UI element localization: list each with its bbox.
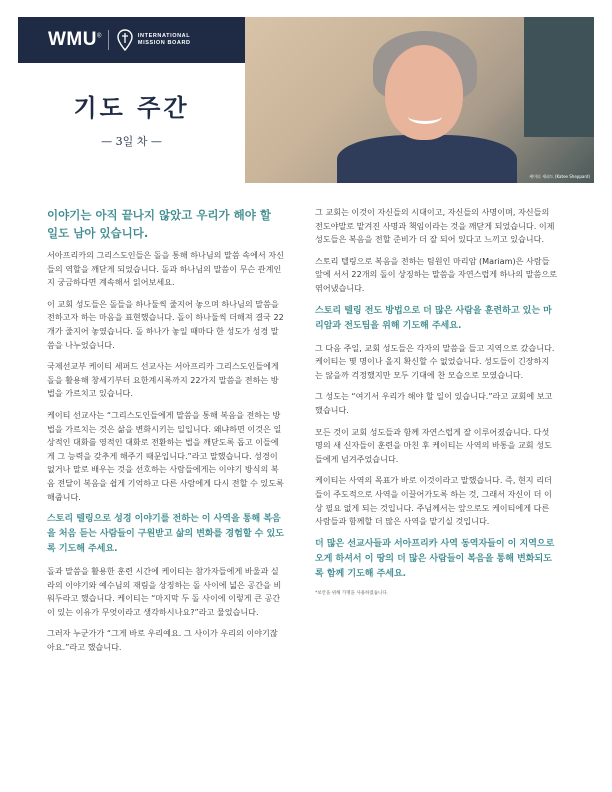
- body-paragraph: 그 교회는 이것이 자신들의 시대이고, 자신들의 사명이며, 자신들의 전도야말로 맡겨진 사명과 책임이라는 것을 깨닫게 되었습니다. 이제 성도들은 복음을 전할 준비가 더 잘 되어 있다고 느끼고 있습니다.: [315, 207, 555, 245]
- logo-divider: [108, 30, 109, 50]
- prayer-request: 스토리 텔링 전도 방법으로 더 많은 사람을 훈련하고 있는 마리암과 전도팀을 위해 기도해 주세요.: [315, 305, 552, 331]
- body-paragraph: 스토리 텔링으로 복음을 전하는 팀원인 마리암 (Mariam)은 사람들 앞에 서서 22개의 돌이 상징하는 말씀을 자연스럽게 하나의 말씀으로 엮어냈습니다.: [315, 255, 557, 293]
- body-paragraph: 그 다음 주일, 교회 성도들은 각자의 말씀을 들고 지역으로 갔습니다. 케이티는 몇 명이나 올지 확신할 수 없었습니다. 성도들이 긴장하지는 않을까 걱정했지만 모두 기대에 찬 모습으로 모였습니다.: [315, 342, 555, 380]
- photo-smile: [408, 109, 442, 124]
- imb-wordmark: INTERNATIONAL MISSION BOARD: [137, 33, 191, 46]
- footnote: *보안을 위해 가명을 사용하였습니다.: [315, 590, 389, 596]
- body-paragraph: 국제선교부 케이티 세퍼드 선교사는 서아프리카 그리스도인들에게 돌을 활용해 창세기부터 요한계시록까지 22가지 말씀을 전하는 방법을 가르치고 있습니다.: [47, 361, 279, 399]
- body-paragraph: 모든 것이 교회 성도들과 함께 자연스럽게 잘 이루어졌습니다. 다섯 명의 새 신자들이 훈련을 마친 후 케이티는 사역의 바통을 교회 성도들에게 넘겨주었습니다.: [315, 426, 552, 464]
- body-paragraph: 그 성도는 “여기서 우리가 해야 할 일이 있습니다.”라고 교회에 보고했습니다.: [315, 391, 553, 415]
- wmu-logo: WMU®: [48, 29, 102, 50]
- photo-background-window: [524, 17, 594, 137]
- body-paragraph: 서아프리카의 그리스도인들은 돌을 통해 하나님의 말씀 속에서 자신들의 역할을 깨닫게 되었습니다. 돌과 하나님의 말씀이 무슨 관계인지 궁금하다면 계속해서 읽어보세요.: [47, 250, 284, 288]
- header-bar: [18, 17, 245, 63]
- right-column: [315, 206, 557, 596]
- left-column: [47, 206, 285, 663]
- body-paragraph: 케이티는 사역의 목표가 바로 이것이라고 말했습니다. 즉, 현지 리더들이 주도적으로 사역을 이끌어가도록 하는 것, 그래서 자신이 더 이상 필요 없게 되는 것입니다. 주님께서는 앞으로도 케이티에게 다른 사람들과 함께할 더 많은 사역을 맡기실 것입니다.: [315, 475, 552, 527]
- body-paragraph: 돌과 말씀을 활용한 훈련 시간에 케이티는 참가자들에게 바울과 실라의 이야기와 예수님의 재림을 상징하는 돌 사이에 넓은 공간을 비워두라고 했습니다. 케이티는 “마지막 두 돌 사이에 이렇게 큰 공간이 있는 이유가 무엇이라고 생각하시나요?”라고 물었습니다.: [47, 566, 282, 617]
- missionary-photo: [245, 17, 594, 183]
- imb-pin-icon: [117, 29, 133, 51]
- page-title: 기도 주간: [73, 93, 190, 122]
- photo-shirt: [337, 135, 517, 183]
- prayer-request: 스토리 텔링으로 성경 이야기를 전하는 이 사역을 통해 복음을 처음 듣는 사람들이 구원받고 삶의 변화를 경험할 수 있도록 기도해 주세요.: [47, 514, 284, 555]
- body-paragraph: 이 교회 성도들은 돌들을 하나둘씩 줄지어 놓으며 하나님의 말씀을 전하고자 하는 마음을 표현했습니다. 돌이 하나둘씩 더해져 결국 22개가 줄지어 놓였습니다. 돌 하나가 놓일 때마다 한 성도가 성경 말씀을 나누었습니다.: [47, 298, 284, 350]
- body-paragraph: 그러자 누군가가 “그게 바로 우리예요. 그 사이가 우리의 이야기잖아요.”라고 했습니다.: [47, 628, 278, 653]
- prayer-request: 더 많은 선교사들과 서아프리카 사역 동역자들이 이 지역으로 오게 하셔서 이 땅의 더 많은 사람들이 복음을 통해 변화되도록 함께 기도해 주세요.: [315, 538, 555, 579]
- photo-caption: 케이티 세퍼드 (Katee Sheppard): [529, 174, 590, 179]
- title-block: [18, 88, 245, 149]
- lead-heading: 이야기는 아직 끝나지 않았고 우리가 해야 할 일도 남아 있습니다.: [47, 208, 271, 240]
- page-subtitle: — 3일 차 —: [101, 135, 162, 148]
- body-paragraph: 케이티 선교사는 “그리스도인들에게 말씀을 통해 복음을 전하는 방법을 가르치는 것은 삶을 변화시키는 일입니다. 왜냐하면 이것은 일상적인 대화를 영적인 대화로 전환하는 법을 깨닫도록 돕고 이들에게 그 능력을 갖추게 해주기 때문입니다.”라고 말했습니다. 성경이 없거나 말로 배우는 것을 선호하는 사람들에게는 이야기 방식의 복음 전달이 복음을 쉽게 기억하고 다른 사람에게 다시 전할 수 있도록 해줍니다.: [47, 409, 284, 502]
- photo-face: [385, 45, 463, 140]
